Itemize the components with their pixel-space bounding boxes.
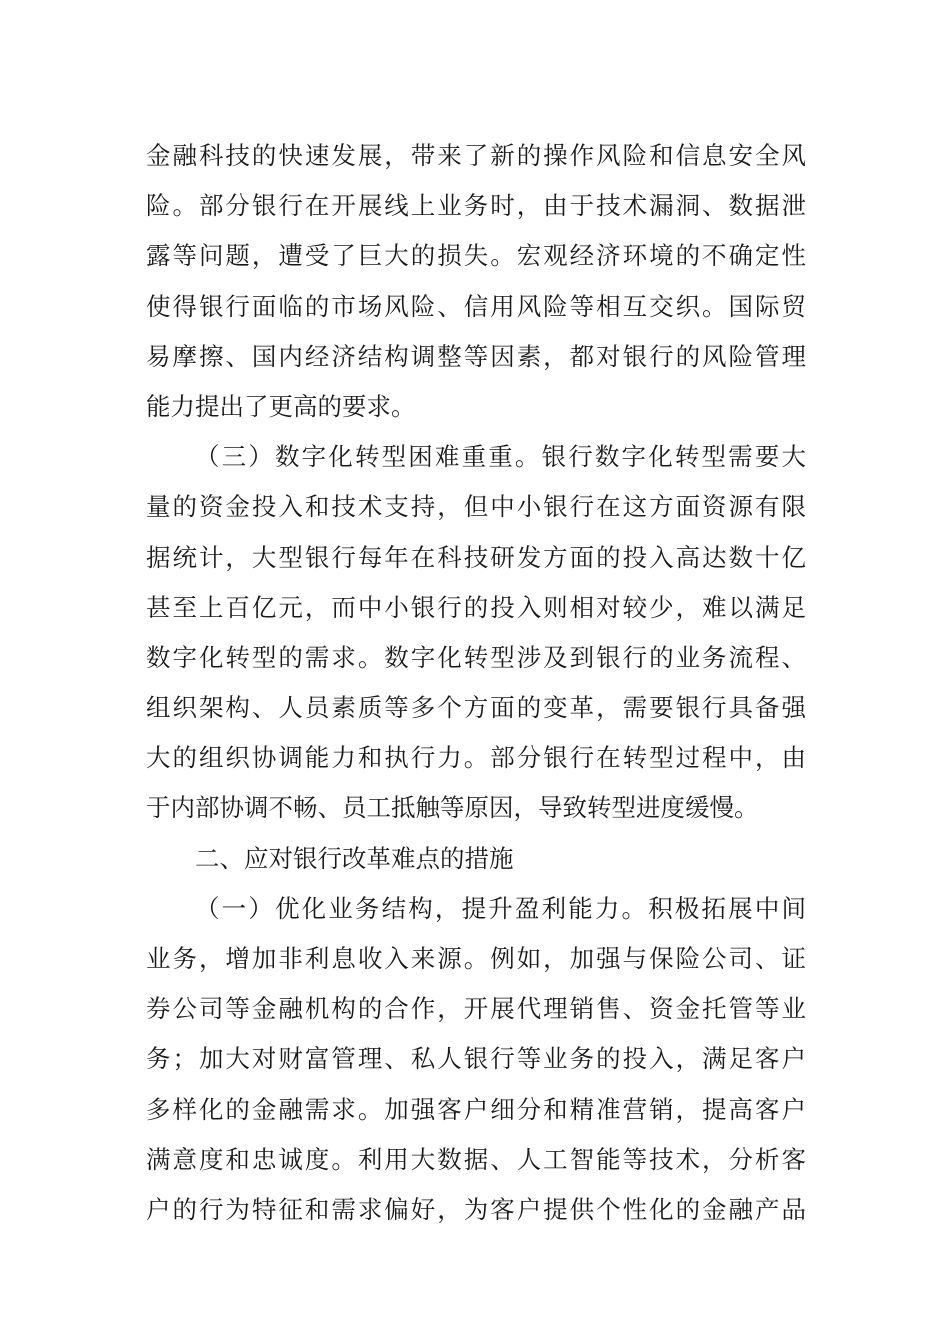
text-line: 业务，增加非利息收入来源。例如，加强与保险公司、证 <box>146 944 806 973</box>
text-line: 据统计，大型银行每年在科技研发方面的投入高达数十亿 <box>146 542 806 572</box>
text-line: 甚至上百亿元，而中小银行的投入则相对较少，难以满足 <box>146 592 806 622</box>
section-heading: 二、应对银行改革难点的措施 <box>195 843 514 873</box>
text-line: 使得银行面临的市场风险、信用风险等相互交织。国际贸 <box>146 291 806 321</box>
text-line: 多样化的金融需求。加强客户细分和精准营销，提高客户 <box>146 1094 806 1124</box>
text-line: 大的组织协调能力和执行力。部分银行在转型过程中，由 <box>146 743 806 773</box>
text-line: 组织架构、人员素质等多个方面的变革，需要银行具备强 <box>146 693 806 723</box>
paragraph-heading-line: （一）优化业务结构，提升盈利能力。积极拓展中间 <box>195 893 806 923</box>
text-line: 量的资金投入和技术支持，但中小银行在这方面资源有限 <box>146 492 806 522</box>
text-line: 露等问题，遭受了巨大的损失。宏观经济环境的不确定性 <box>146 241 806 271</box>
text-line: 务；加大对财富管理、私人银行等业务的投入，满足客户 <box>146 1044 806 1074</box>
document-body <box>146 131 806 1235</box>
paragraph-heading-line: （三）数字化转型困难重重。银行数字化转型需要大 <box>195 442 806 472</box>
text-line: 满意度和忠诚度。利用大数据、人工智能等技术，分析客 <box>146 1144 806 1174</box>
text-line: 能力提出了更高的要求。 <box>146 391 416 421</box>
text-line: 户的行为特征和需求偏好，为客户提供个性化的金融产品 <box>146 1194 806 1224</box>
text-line: 数字化转型的需求。数字化转型涉及到银行的业务流程、 <box>146 642 806 672</box>
text-line: 易摩擦、国内经济结构调整等因素，都对银行的风险管理 <box>146 341 806 371</box>
text-line: 券公司等金融机构的合作，开展代理销售、资金托管等业 <box>146 994 806 1024</box>
text-line: 于内部协调不畅、员工抵触等原因，导致转型进度缓慢。 <box>146 793 759 823</box>
text-line: 金融科技的快速发展，带来了新的操作风险和信息安全风 <box>146 141 806 170</box>
text-line: 险。部分银行在开展线上业务时，由于技术漏洞、数据泄 <box>146 191 806 221</box>
